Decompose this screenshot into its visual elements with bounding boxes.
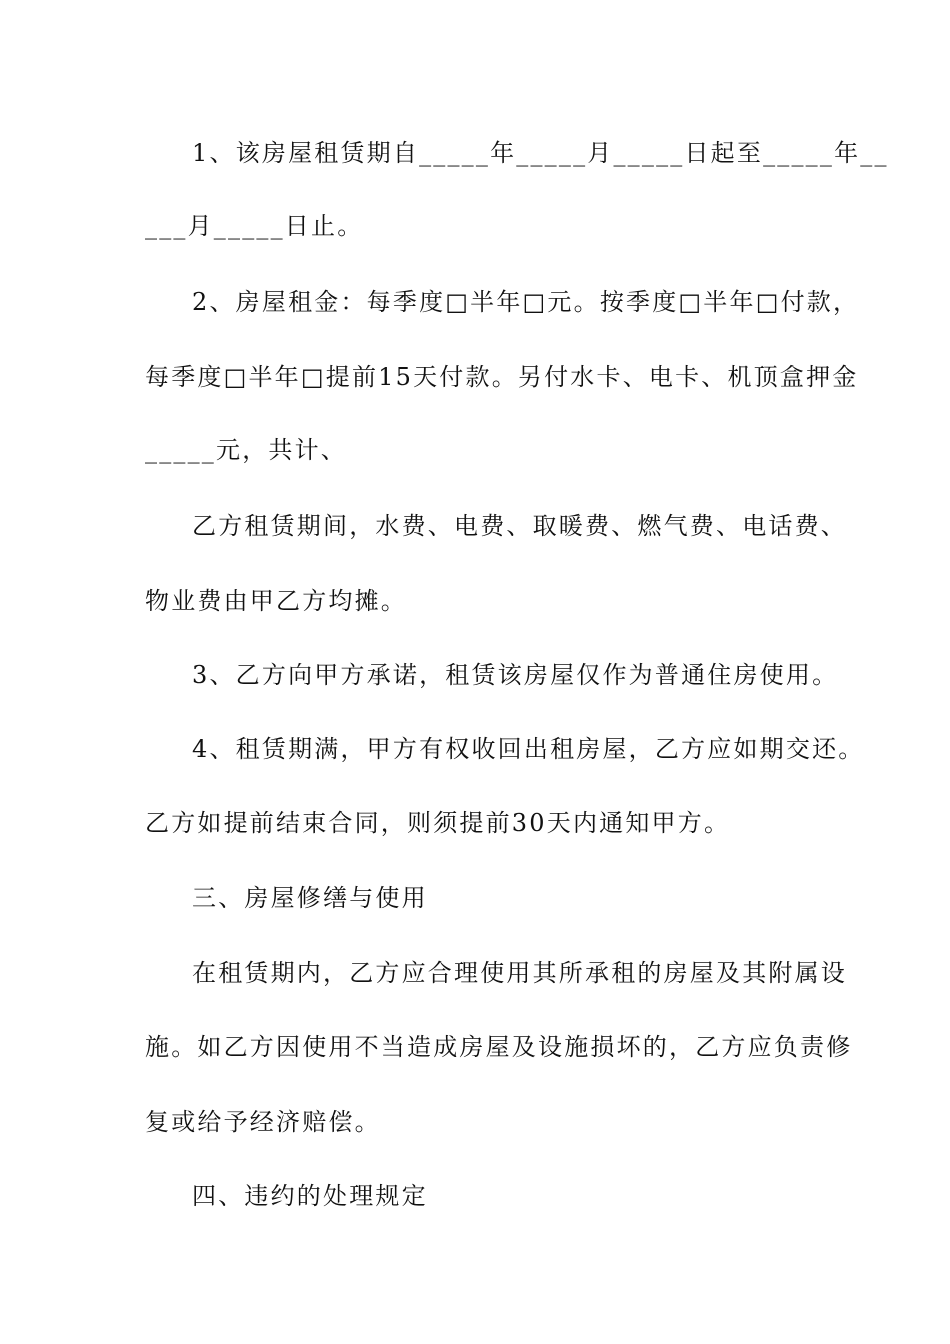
text-line: 乙方租赁期间，水费、电费、取暖费、燃气费、电话费、	[192, 512, 847, 540]
text-line: 2、房屋租金：每季度□半年□元。按季度□半年□付款，	[192, 288, 860, 316]
section-heading: 四、违约的处理规定	[192, 1182, 428, 1210]
text-line: 每季度□半年□提前15天付款。另付水卡、电卡、机顶盒押金	[145, 363, 859, 391]
text-line: 物业费由甲乙方均摊。	[145, 587, 407, 615]
text-line: 施。如乙方因使用不当造成房屋及设施损坏的，乙方应负责修	[145, 1033, 853, 1061]
text-line: ___月_____日止。	[145, 212, 364, 240]
text-line: 复或给予经济赔偿。	[145, 1108, 381, 1136]
section-heading: 三、房屋修缮与使用	[192, 884, 428, 912]
text-line: 在租赁期内，乙方应合理使用其所承租的房屋及其附属设	[192, 959, 847, 987]
text-line: 1、该房屋租赁期自_____年_____月_____日起至_____年__	[192, 139, 889, 167]
text-line: 3、乙方向甲方承诺，租赁该房屋仅作为普通住房使用。	[192, 661, 839, 689]
text-line: 4、租赁期满，甲方有权收回出租房屋，乙方应如期交还。	[192, 735, 865, 763]
text-line: 乙方如提前结束合同，则须提前30天内通知甲方。	[145, 809, 731, 837]
text-line: _____元，共计、	[145, 436, 347, 464]
